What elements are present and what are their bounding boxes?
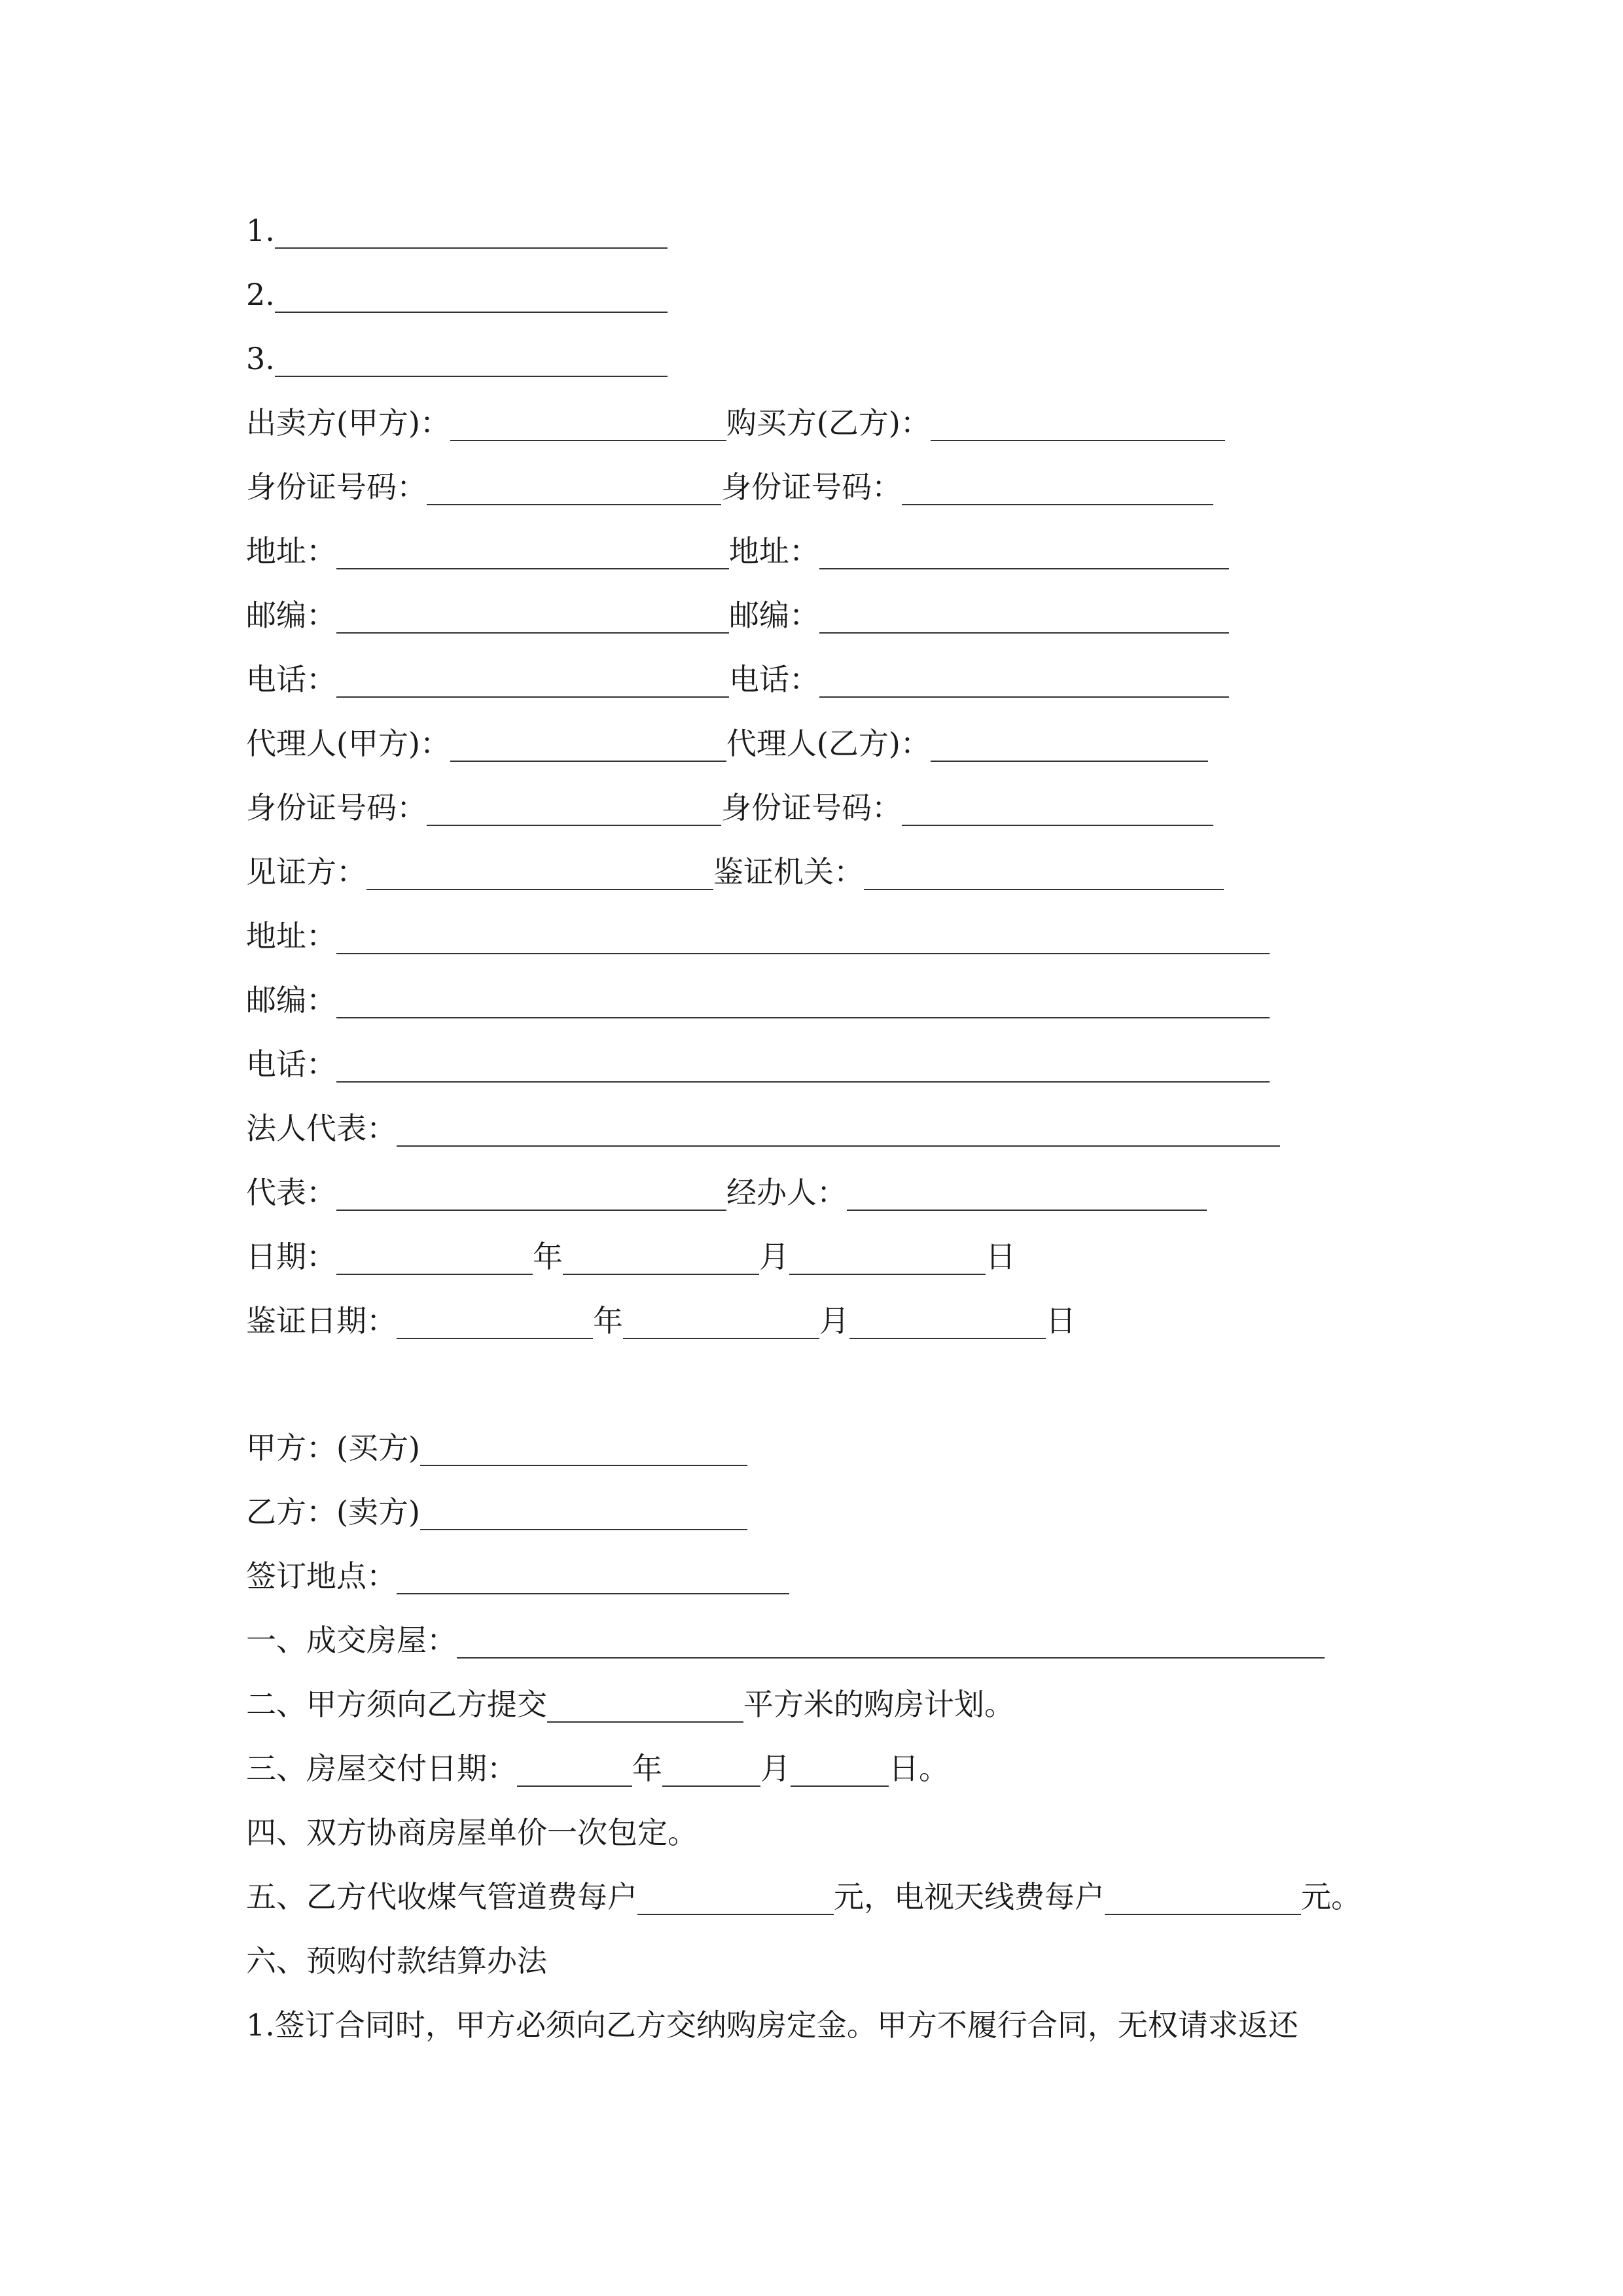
date-label: 日期： — [246, 1238, 336, 1274]
postcode-label: 邮编： — [246, 597, 336, 633]
clause-6 — [246, 1927, 547, 1979]
address-label: 地址： — [246, 918, 336, 954]
address-label: 地址： — [246, 533, 336, 569]
legal-rep-blank[interactable] — [397, 1106, 1280, 1147]
party-b-row — [246, 1478, 747, 1530]
id-blank[interactable] — [902, 465, 1213, 505]
seller-label: 出卖方(甲方)： — [246, 404, 450, 440]
party-b-blank[interactable] — [420, 1490, 747, 1530]
sign-place-row — [246, 1542, 789, 1594]
month-blank[interactable] — [623, 1299, 819, 1339]
year-blank[interactable] — [397, 1299, 593, 1339]
clause-6-1-text: 1.签订合同时，甲方必须向乙方交纳购房定金。甲方不履行合同，无权请求返还 — [246, 2007, 1298, 2043]
postcode-blank[interactable] — [819, 593, 1229, 634]
agent-b-blank[interactable] — [931, 721, 1208, 762]
item-blank[interactable] — [275, 336, 668, 377]
party-a-blank[interactable] — [420, 1426, 747, 1466]
clause-1-label: 一、成交房屋： — [246, 1622, 457, 1658]
month-label: 月 — [760, 1750, 791, 1786]
year-label: 年 — [533, 1238, 563, 1274]
party-a-row — [246, 1414, 747, 1466]
numbered-item-1 — [246, 196, 668, 249]
rep-label: 代表： — [246, 1174, 336, 1210]
seller-buyer-row — [246, 389, 1225, 441]
buyer-label: 购买方(乙方)： — [726, 404, 931, 440]
year-blank[interactable] — [336, 1234, 533, 1275]
agent-a-blank[interactable] — [450, 721, 726, 762]
notary-phone-row — [246, 1030, 1270, 1083]
month-blank[interactable] — [662, 1746, 760, 1787]
legal-rep-row — [246, 1094, 1280, 1147]
notary-date-row — [246, 1287, 1076, 1339]
notary-phone-blank[interactable] — [336, 1042, 1270, 1083]
date-row — [246, 1223, 1016, 1275]
notary-address-blank[interactable] — [336, 914, 1270, 954]
party-b-label: 乙方：(卖方) — [246, 1494, 420, 1530]
id-blank[interactable] — [902, 785, 1213, 826]
witness-row — [246, 838, 1224, 890]
handler-blank[interactable] — [847, 1170, 1207, 1211]
clause-3-end: 日。 — [889, 1750, 949, 1786]
item-number: 3. — [246, 340, 275, 376]
year-label: 年 — [632, 1750, 662, 1786]
clause-5-end: 元。 — [1301, 1878, 1361, 1914]
clause-2-suffix: 平方米的购房计划。 — [743, 1686, 1014, 1722]
phone-label: 电话： — [729, 661, 819, 697]
agent-a-label: 代理人(甲方)： — [246, 725, 450, 761]
property-blank[interactable] — [457, 1618, 1325, 1659]
clause-1 — [246, 1606, 1325, 1659]
numbered-item-2 — [246, 260, 668, 313]
party-a-label: 甲方：(买方) — [246, 1429, 420, 1465]
area-blank[interactable] — [547, 1682, 743, 1723]
clause-5-middle: 元，电视天线费每户 — [834, 1878, 1105, 1914]
id-blank[interactable] — [427, 465, 721, 505]
numbered-item-3 — [246, 325, 668, 377]
agent-b-label: 代理人(乙方)： — [726, 725, 931, 761]
address-blank[interactable] — [819, 529, 1229, 569]
witness-blank[interactable] — [366, 850, 713, 890]
notary-postcode-row — [246, 966, 1270, 1018]
clause-5-prefix: 五、乙方代收煤气管道费每户 — [246, 1878, 637, 1914]
clause-6-heading: 六、预购付款结算办法 — [246, 1943, 547, 1979]
item-number: 2. — [246, 276, 275, 312]
gas-fee-blank[interactable] — [637, 1874, 834, 1915]
notary-label: 鉴证机关： — [713, 853, 864, 889]
item-number: 1. — [246, 212, 275, 248]
notary-address-row — [246, 902, 1270, 954]
seller-blank[interactable] — [450, 401, 726, 441]
address-row — [246, 517, 1229, 569]
month-label: 月 — [759, 1238, 789, 1274]
buyer-blank[interactable] — [931, 401, 1225, 441]
notary-postcode-blank[interactable] — [336, 978, 1270, 1018]
antenna-fee-blank[interactable] — [1105, 1874, 1301, 1915]
id-row-1 — [246, 453, 1213, 505]
clause-3 — [246, 1734, 949, 1787]
clause-2 — [246, 1670, 1014, 1723]
notary-date-label: 鉴证日期： — [246, 1302, 397, 1338]
sign-place-label: 签订地点： — [246, 1558, 397, 1594]
clause-4-text: 四、双方协商房屋单价一次包定。 — [246, 1814, 698, 1850]
phone-label: 电话： — [246, 661, 336, 697]
id-label: 身份证号码： — [721, 789, 902, 825]
notary-blank[interactable] — [864, 850, 1224, 890]
address-label: 地址： — [729, 533, 819, 569]
day-blank[interactable] — [791, 1746, 889, 1787]
legal-rep-label: 法人代表： — [246, 1110, 397, 1146]
witness-label: 见证方： — [246, 853, 366, 889]
id-label: 身份证号码： — [246, 469, 427, 505]
month-blank[interactable] — [563, 1234, 759, 1275]
year-label: 年 — [593, 1302, 623, 1338]
day-label: 日 — [1046, 1302, 1076, 1338]
postcode-blank[interactable] — [336, 593, 729, 634]
agent-row — [246, 709, 1208, 762]
clause-2-prefix: 二、甲方须向乙方提交 — [246, 1686, 547, 1722]
handler-label: 经办人： — [726, 1174, 847, 1210]
clause-3-prefix: 三、房屋交付日期： — [246, 1750, 517, 1786]
id-blank[interactable] — [427, 785, 721, 826]
rep-blank[interactable] — [336, 1170, 726, 1211]
address-blank[interactable] — [336, 529, 729, 569]
phone-blank[interactable] — [336, 657, 729, 698]
phone-row — [246, 645, 1229, 698]
clause-6-1 — [246, 1991, 1298, 2043]
day-blank[interactable] — [849, 1299, 1046, 1339]
id-row-2 — [246, 774, 1213, 826]
clause-5 — [246, 1863, 1361, 1915]
postcode-row — [246, 581, 1229, 634]
phone-label: 电话： — [246, 1046, 336, 1082]
year-blank[interactable] — [517, 1746, 632, 1787]
item-blank[interactable] — [275, 208, 668, 249]
day-blank[interactable] — [789, 1234, 986, 1275]
day-label: 日 — [986, 1238, 1016, 1274]
id-label: 身份证号码： — [721, 469, 902, 505]
id-label: 身份证号码： — [246, 789, 427, 825]
clause-4 — [246, 1799, 698, 1851]
month-label: 月 — [819, 1302, 849, 1338]
rep-row — [246, 1158, 1207, 1211]
phone-blank[interactable] — [819, 657, 1229, 698]
item-blank[interactable] — [275, 272, 668, 313]
postcode-label: 邮编： — [246, 982, 336, 1018]
sign-place-blank[interactable] — [397, 1554, 789, 1594]
postcode-label: 邮编： — [729, 597, 819, 633]
